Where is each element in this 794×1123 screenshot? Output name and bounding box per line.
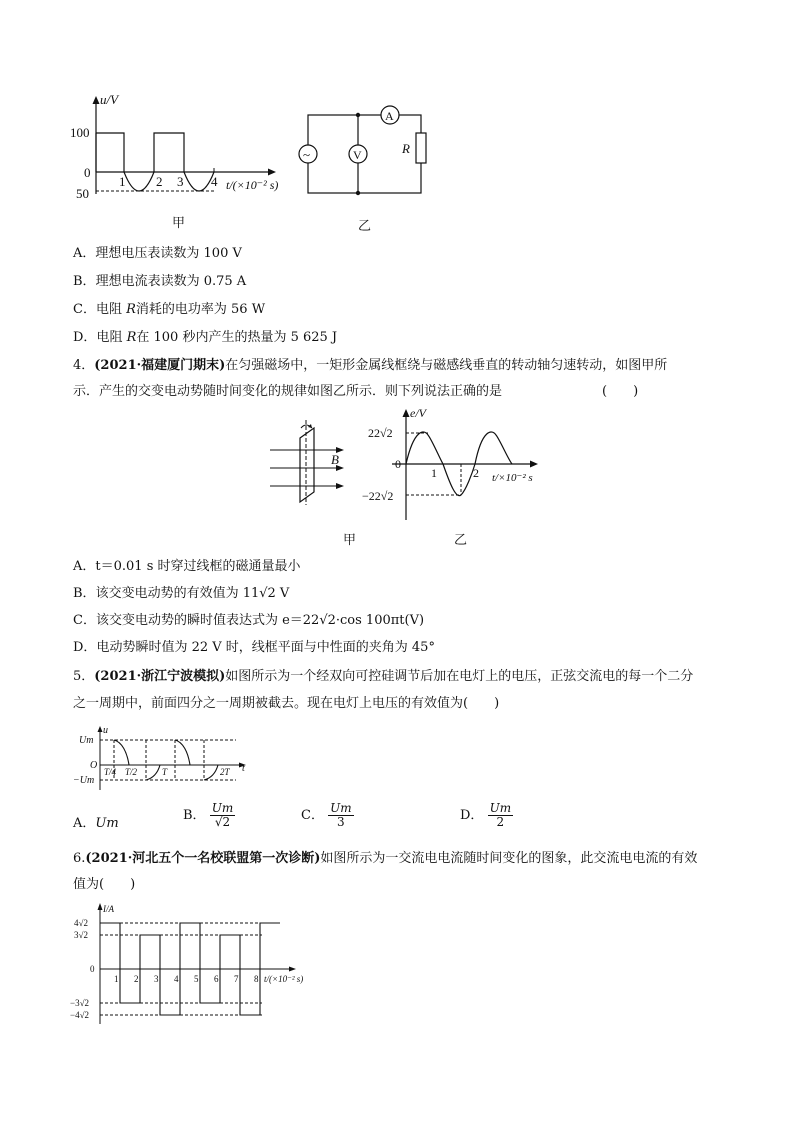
resistor-label: R [402,141,410,156]
x-axis-label: t/×10⁻² s [492,472,533,484]
ac-source-symbol: ~ [303,147,311,162]
q4-option-c: C．该交变电动势的瞬时值表达式为 e＝22√2·cos 100πt(V) [73,613,425,628]
q4-answer-bracket: ( ) [602,384,639,399]
x-tick-1: 1 [119,174,126,189]
y-tick-zero: O [90,760,98,771]
y-axis-label: I/A [103,904,114,914]
q6-current-graph [70,900,330,1028]
x-tick-8: 8 [254,974,259,984]
q3-circuit-diagram [296,102,436,198]
field-label: B [331,452,339,467]
q4-option-d: D．电动势瞬时值为 22 V 时，线框平面与中性面的夹角为 45° [73,640,435,655]
q5-option-c: C． $\frac{Um}{3}$ [301,801,352,829]
q3-caption-right: 乙 [358,219,372,234]
q4-caption-left: 甲 [343,533,357,548]
x-tick-3: 3 [154,974,159,984]
y-tick-bottom: −Um [73,775,95,786]
y-axis-label: e/V [410,406,426,420]
q3-caption-left: 甲 [172,216,186,231]
y-tick-3r2: 3√2 [74,930,88,940]
y-tick-bottom: −22√2 [362,489,394,503]
q5-option-d: D． $\frac{Um}{2}$ [460,801,512,829]
y-tick-top: 22√2 [368,426,393,440]
x-tick-1: 1 [114,974,119,984]
q4-caption-right: 乙 [454,533,468,548]
q5-option-b: B． $\frac{Um}{√2}$ [183,801,234,829]
x-tick-7: 7 [234,974,239,984]
x-tick-t: T [162,767,168,777]
x-axis-label: t [242,763,245,774]
q4-emf-graph [362,404,562,526]
q5-option-a: A．Um [73,816,119,831]
y-axis-label: u [103,725,108,736]
q5-voltage-graph [70,724,260,794]
y-tick-zero: 0 [395,457,401,471]
q3-option-d: D．电阻 R在 100 秒内产生的热量为 5 625 J [73,330,338,345]
q4-stem-line2: 示．产生的交变电动势随时间变化的规律如图乙所示．则下列说法正确的是 [73,384,503,399]
x-tick-5: 5 [194,974,199,984]
q4-option-b: B．该交变电动势的有效值为 11√2 V [73,586,290,601]
q3-voltage-graph [60,88,310,213]
x-tick-1: 1 [431,466,437,480]
x-tick-2: 2 [156,174,163,189]
q3-option-b: B．理想电流表读数为 0.75 A [73,274,247,289]
q4-frame-diagram [268,410,348,510]
q3-option-a: A．理想电压表读数为 100 V [73,246,242,261]
x-tick-t2: T/2 [125,767,138,777]
q4-stem-line1: 4．(2021·福建厦门期末)在匀强磁场中，一矩形金属线框绕与磁感线垂直的转动轴匀速转动，如图甲所 [73,358,668,373]
q6-stem-line2: 值为( ) [73,877,136,892]
voltmeter-label: V [353,148,362,162]
x-tick-2t: 2T [220,767,230,777]
y-tick-top: Um [79,735,94,746]
x-axis-label: t/(×10⁻² s) [226,178,279,192]
q5-stem-line1: 5．(2021·浙江宁波模拟)如图所示为一个经双向可控硅调节后加在电灯上的电压，正弦交流电的每一个二分 [73,669,694,684]
x-tick-6: 6 [214,974,219,984]
y-tick-zero: 0 [84,165,91,180]
x-tick-3: 3 [177,174,184,189]
x-tick-4: 4 [174,974,179,984]
y-tick-n4r2: −4√2 [70,1010,90,1020]
x-tick-4: 4 [211,174,218,189]
y-tick-bottom: 50 [76,186,89,201]
x-axis-label: t/(×10⁻² s) [264,974,304,984]
x-tick-t4: T/4 [104,767,117,777]
q5-stem-line2: 之一周期中，前面四分之一周期被截去。现在电灯上电压的有效值为( ) [73,696,500,711]
y-tick-n3r2: −3√2 [70,998,90,1008]
y-tick-zero: 0 [90,964,95,974]
x-tick-2: 2 [473,466,479,480]
q6-stem-line1: 6.(2021·河北五个一名校联盟第一次诊断)如图所示为一交流电电流随时间变化的图象，此交流电电流的有效 [73,851,698,866]
q4-option-a: A．t＝0.01 s 时穿过线框的磁通量最小 [73,559,301,574]
y-tick-top: 100 [70,125,90,140]
y-tick-4r2: 4√2 [74,918,88,928]
y-axis-label: u/V [100,92,119,107]
q3-option-c: C．电阻 R消耗的电功率为 56 W [73,302,266,317]
x-tick-2: 2 [134,974,139,984]
ammeter-label: A [385,109,394,123]
